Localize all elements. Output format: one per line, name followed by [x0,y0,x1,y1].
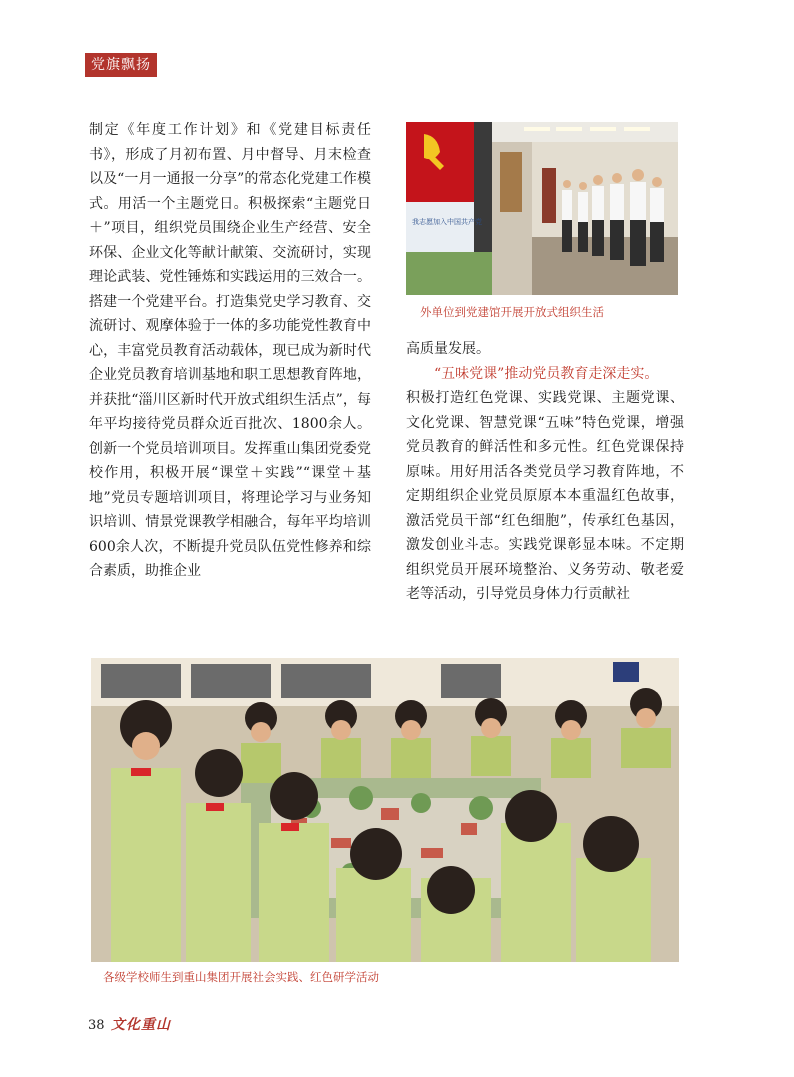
magazine-logo: 文化重山 [111,1017,171,1033]
party-building-hall-photo [406,122,678,295]
bottom-photo-caption: 各级学校师生到重山集团开展社会实践、红色研学活动 [103,970,379,984]
section-tag: 党旗飘扬 [85,53,157,77]
right-column [406,337,684,607]
page-number: 38 [88,1018,105,1033]
left-column [89,118,371,584]
continuation-text: 高质量发展。 [406,341,490,357]
students-study-photo [91,658,679,962]
right-paragraph: 积极打造红色党课、实践党课、主题党课、文化党课、智慧党课“五味”特色党课，增强党员教育的鲜活性和多元性。红色党课保持原味。用好用活各类党员学习教育阵地，不定期组织企业党员原原本本重温红色故事，激活党员干部“红色细胞”，传承红色基因，激发创业斗志。实践党课彰显本味。不定期组织党员开展环境整治、义务劳动、敬老爱老等活动，引导党员身体力行贡献社 [406,390,684,602]
top-photo-caption: 外单位到党建馆开展开放式组织生活 [420,305,604,319]
oath-wall-text: 我志愿加入中国共产党 [412,218,482,226]
left-paragraph: 制定《年度工作计划》和《党建目标责任书》，形成了月初布置、月中督导、月末检查以及“一月一通报一分享”的常态化党建工作模式。用活一个主题党日。积极探索“主题党日＋”项目，组织党员围绕企业生产经营、安全环保、企业文化等献计献策、交流研讨，实现理论武装、党性锤炼和实践运用的三效合一。搭建一个党建平台。打造集党史学习教育、交流研讨、观摩体验于一体的多功能党性教育中心，丰富党员教育活动载体，现已成为新时代企业党员教育培训基地和职工思想教育阵地，并获批“淄川区新时代开放式组织生活点”，每年平均接待党员群众近百批次、1800余人。创新一个党员培训项目。发挥重山集团党委党校作用，积极开展“课堂＋实践”“课堂＋基地”党员专题培训项目，将理论学习与业务知识培训、情景党课教学相融合，每年平均培训600余人次，不断提升党员队伍党性修养和综合素质，助推企业 [89,122,371,579]
highlight-heading: “五味党课”推动党员教育走深走实。 [434,365,659,382]
